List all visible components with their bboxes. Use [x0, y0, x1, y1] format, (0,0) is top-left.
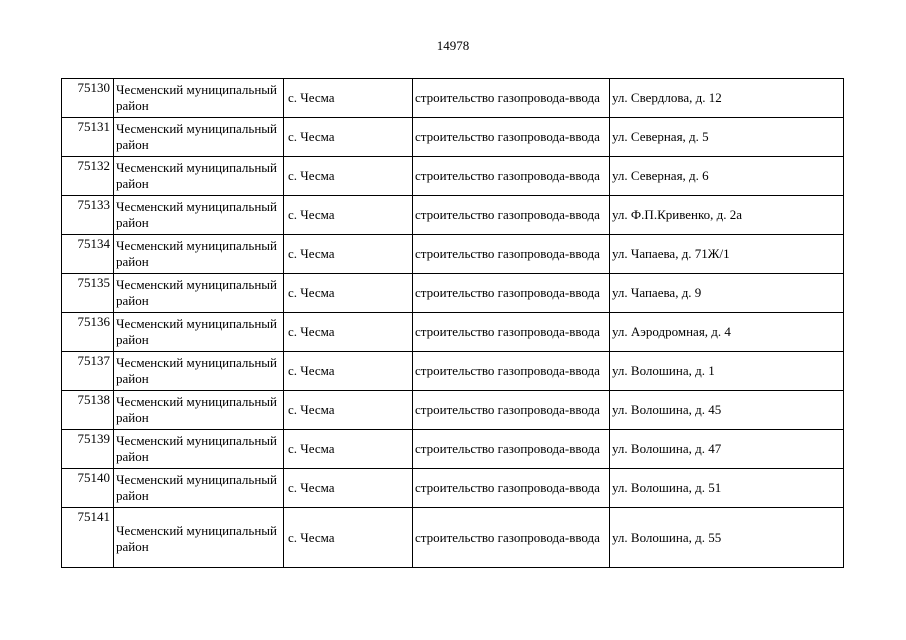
cell-work: строительство газопровода-ввода — [413, 79, 610, 118]
cell-number: 75130 — [62, 79, 114, 118]
cell-address: ул. Ф.П.Кривенко, д. 2а — [610, 196, 844, 235]
table-row — [62, 469, 844, 508]
table-body — [62, 79, 844, 568]
cell-work: строительство газопровода-ввода — [413, 118, 610, 157]
cell-district: Чесменский муниципальный район — [114, 391, 284, 430]
cell-settlement: с. Чесма — [284, 79, 413, 118]
cell-number: 75136 — [62, 313, 114, 352]
cell-district: Чесменский муниципальный район — [114, 469, 284, 508]
cell-work: строительство газопровода-ввода — [413, 235, 610, 274]
cell-work: строительство газопровода-ввода — [413, 352, 610, 391]
cell-address: ул. Волошина, д. 51 — [610, 469, 844, 508]
cell-district: Чесменский муниципальный район — [114, 79, 284, 118]
cell-address: ул. Волошина, д. 1 — [610, 352, 844, 391]
cell-settlement: с. Чесма — [284, 157, 413, 196]
cell-district: Чесменский муниципальный район — [114, 157, 284, 196]
table-row — [62, 79, 844, 118]
table-row — [62, 508, 844, 568]
cell-district: Чесменский муниципальный район — [114, 118, 284, 157]
table-row — [62, 118, 844, 157]
cell-number: 75139 — [62, 430, 114, 469]
cell-number: 75131 — [62, 118, 114, 157]
table-row — [62, 196, 844, 235]
cell-district: Чесменский муниципальный район — [114, 274, 284, 313]
cell-settlement: с. Чесма — [284, 118, 413, 157]
cell-work: строительство газопровода-ввода — [413, 469, 610, 508]
cell-settlement: с. Чесма — [284, 313, 413, 352]
cell-number: 75135 — [62, 274, 114, 313]
cell-district: Чесменский муниципальный район — [114, 196, 284, 235]
cell-number: 75140 — [62, 469, 114, 508]
cell-work: строительство газопровода-ввода — [413, 313, 610, 352]
cell-address: ул. Волошина, д. 45 — [610, 391, 844, 430]
table-row — [62, 313, 844, 352]
cell-number: 75141 — [62, 508, 114, 568]
cell-work: строительство газопровода-ввода — [413, 157, 610, 196]
cell-settlement: с. Чесма — [284, 235, 413, 274]
cell-address: ул. Волошина, д. 55 — [610, 508, 844, 568]
cell-number: 75138 — [62, 391, 114, 430]
table-row — [62, 157, 844, 196]
cell-district: Чесменский муниципальный район — [114, 430, 284, 469]
cell-settlement: с. Чесма — [284, 469, 413, 508]
cell-work: строительство газопровода-ввода — [413, 274, 610, 313]
cell-settlement: с. Чесма — [284, 274, 413, 313]
table-row — [62, 352, 844, 391]
cell-address: ул. Северная, д. 6 — [610, 157, 844, 196]
cell-district: Чесменский муниципальный район — [114, 508, 284, 568]
cell-address: ул. Волошина, д. 47 — [610, 430, 844, 469]
cell-settlement: с. Чесма — [284, 430, 413, 469]
cell-work: строительство газопровода-ввода — [413, 430, 610, 469]
cell-district: Чесменский муниципальный район — [114, 313, 284, 352]
cell-work: строительство газопровода-ввода — [413, 508, 610, 568]
cell-settlement: с. Чесма — [284, 196, 413, 235]
cell-number: 75133 — [62, 196, 114, 235]
cell-number: 75132 — [62, 157, 114, 196]
registry-table — [61, 78, 844, 568]
cell-settlement: с. Чесма — [284, 391, 413, 430]
cell-district: Чесменский муниципальный район — [114, 352, 284, 391]
cell-work: строительство газопровода-ввода — [413, 196, 610, 235]
cell-address: ул. Свердлова, д. 12 — [610, 79, 844, 118]
cell-address: ул. Аэродромная, д. 4 — [610, 313, 844, 352]
page-number: 14978 — [436, 38, 470, 53]
cell-settlement: с. Чесма — [284, 352, 413, 391]
cell-work: строительство газопровода-ввода — [413, 391, 610, 430]
cell-number: 75134 — [62, 235, 114, 274]
table-row — [62, 235, 844, 274]
table-row — [62, 274, 844, 313]
cell-address: ул. Чапаева, д. 71Ж/1 — [610, 235, 844, 274]
cell-number: 75137 — [62, 352, 114, 391]
cell-district: Чесменский муниципальный район — [114, 235, 284, 274]
cell-address: ул. Северная, д. 5 — [610, 118, 844, 157]
cell-settlement: с. Чесма — [284, 508, 413, 568]
table-row — [62, 391, 844, 430]
cell-address: ул. Чапаева, д. 9 — [610, 274, 844, 313]
table-row — [62, 430, 844, 469]
